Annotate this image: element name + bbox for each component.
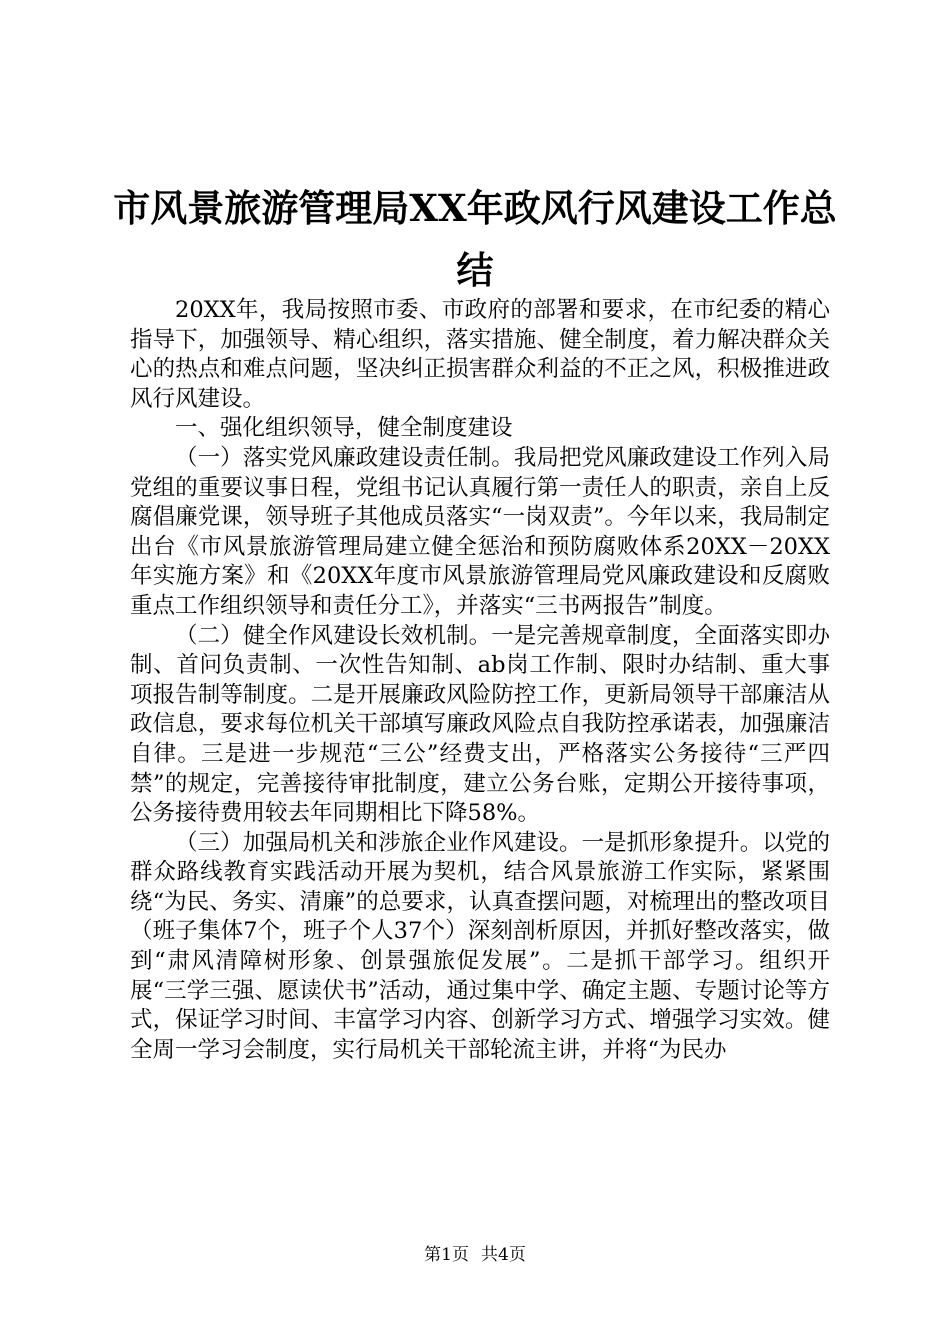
document-body bbox=[130, 296, 830, 1065]
section-heading-1: 一、强化组织领导，健全制度建设 bbox=[175, 415, 513, 442]
subsection-paragraph-2: （二）健全作风建设长效机制。一是完善规章制度，全面落实即办制、首问负责制、一次性告知制、ab岗工作制、限时办结制、重大事项报告制等制度。二是开展廉政风险防控工作，更新局领导干部廉洁从政信息，要求每位机关干部填写廉政风险点自我防控承诺表，加强廉洁自律。三是进一步规范“三公”经费支出，严格落实公务接待“三严四禁”的规定，完善接待审批制度，建立公务台账，定期公开接待事项，公务接待费用较去年同期相比下降58%。 bbox=[130, 622, 830, 827]
subsection-paragraph-1: （一）落实党风廉政建设责任制。我局把党风廉政建设工作列入局党组的重要议事日程，党组书记认真履行第一责任人的职责，亲自上反腐倡廉党课，领导班子其他成员落实“一岗双责”。今年以来，我局制定出台《市风景旅游管理局建立健全惩治和预防腐败体系20XX－20XX年实施方案》和《20XX年度市风景旅游管理局党风廉政建设和反腐败重点工作组织领导和责任分工》，并落实“三书两报告”制度。 bbox=[130, 444, 830, 619]
subsection-paragraph-3: （三）加强局机关和涉旅企业作风建设。一是抓形象提升。以党的群众路线教育实践活动开展为契机，结合风景旅游工作实际，紧紧围绕“为民、务实、清廉”的总要求，认真查摆问题，对梳理出的整改项目（班子集体7个，班子个人37个）深刻剖析原因，并抓好整改落实，做到“肃风清障树形象、创景强旅促发展”。二是抓干部学习。组织开展“三学三强、愿读伏书”活动，通过集中学、确定主题、专题讨论等方式，保证学习时间、丰富学习内容、创新学习方式、增强学习实效。健全周一学习会制度，实行局机关干部轮流主讲，并将“为民办 bbox=[130, 829, 830, 1063]
page-number: 第1页 bbox=[424, 1245, 469, 1265]
intro-paragraph: 20XX年，我局按照市委、市政府的部署和要求，在市纪委的精心指导下，加强领导、精心组织，落实措施、健全制度，着力解决群众关心的热点和难点问题，坚决纠正损害群众利益的不正之风，积极推进政风行风建设。 bbox=[130, 297, 830, 412]
document-title-line-1: 市风景旅游管理局XX年政风行风建设工作总 bbox=[113, 186, 837, 230]
page-total: 共4页 bbox=[481, 1245, 526, 1265]
document-title-line-2: 结 bbox=[456, 248, 494, 292]
page-footer bbox=[0, 1244, 950, 1266]
